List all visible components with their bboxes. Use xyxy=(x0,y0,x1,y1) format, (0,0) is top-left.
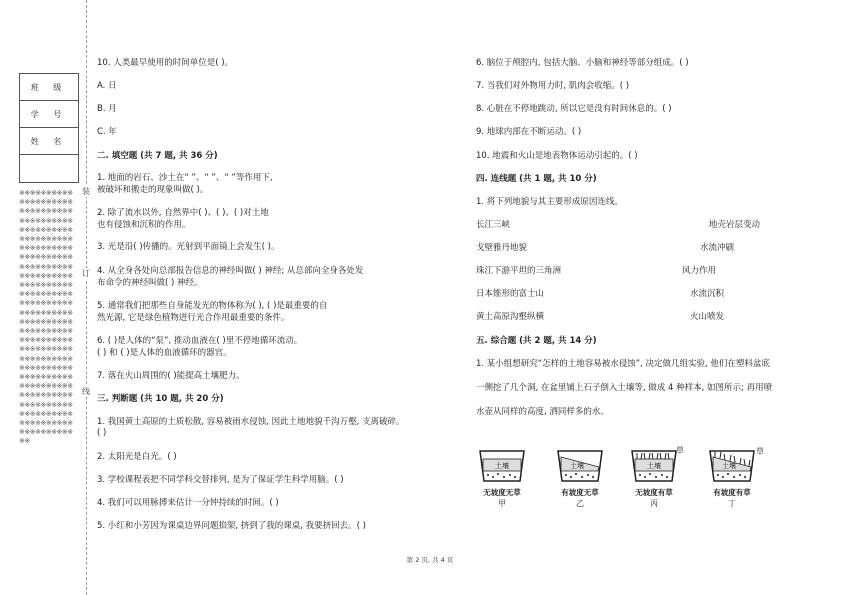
judge-5: 5. 小红和小芳因为课桌边界问题掐架, 挤到了我的课桌, 我要挤回去。( ) xyxy=(97,521,366,531)
match-left-item: 日本锥形的富士山 xyxy=(476,289,545,299)
grass-label: 草 xyxy=(756,447,764,456)
cut-line xyxy=(86,0,87,595)
pot-code: 甲 xyxy=(498,499,506,508)
fill-5-line-2: 然光源, 它是绿色植物进行光合作用最重要的条件。 xyxy=(97,313,290,323)
fill-4-line-1: 4. 从全身各处向总部报告信息的神经叫做( ) 神经; 从总部向全身各处发 xyxy=(97,266,364,276)
fill-7: 7. 落在火山周围的( )能提高土壤肥力。 xyxy=(97,371,245,381)
judge-4: 4. 我们可以用脉搏来估计一分钟持续的时间。( ) xyxy=(97,498,279,508)
pot-label: 有坡度无草 xyxy=(561,488,599,497)
fill-1-line-1: 1. 地面的岩石、沙土在“ ”、“ ”、“ ”等作用下, xyxy=(97,173,273,183)
judge-8: 8. 心脏在不停地跳动, 所以它是没有时间休息的。( ) xyxy=(476,104,672,114)
match-left-item: 戈壁雅丹地貌 xyxy=(476,243,528,253)
match-left-item: 长江三峡 xyxy=(476,220,511,230)
fill-6-line-1: 6. ( )是人体的“泵”, 推动血液在( )里不停地循环流动。 xyxy=(97,336,303,346)
judge-9: 9. 地球内部在不断运动。( ) xyxy=(476,127,582,137)
judge-1-line-2: ( ) xyxy=(97,428,107,438)
pot-code: 丙 xyxy=(650,499,658,508)
judge-1-line-1: 1. 我国黄土高原的土质松散, 容易被雨水侵蚀, 因此土地地貌千沟万壑, 支离破碎。 xyxy=(97,417,405,427)
pot-bing xyxy=(629,447,679,483)
match-right-item: 水流沉积 xyxy=(690,289,725,299)
cut-mark-ding: 订 xyxy=(82,269,90,278)
section-4-title: 四. 连线题 (共 1 题, 共 10 分) xyxy=(476,174,597,184)
pot-yi xyxy=(555,447,605,483)
cut-mark-xian: 线 xyxy=(82,387,90,396)
comprehensive-1-line-1: 1. 某小组想研究“怎样的土地容易被水侵蚀”, 决定做几组实验, 他们在塑料盆底 xyxy=(476,359,770,369)
match-right-item: 水流冲刷 xyxy=(700,243,735,253)
cut-strip-pattern: ※※※※※※※※※※※※※※※※※※※※※※※※※※※※※※※※※※※※※※※※※※※※※※※※※※※※※※※※※※※※※※※※※※※※※※※※※※※※※※※※※※※※※※※※※※※※※※※※※※※※※※※※※※※※※※※※※※※※※※※※※※※※※※※※※※※※※※※※※※※※※※※※※※※※※※※※※※※※※※※※※※※※※※※※※※※※※※※※※※※※※※※※※※※※※※※※※※※※※※※※※※※※※※※※※※※※※※※※※※※※※※※※※※※※※※※※※※※※※※※※※※※※※※※※※※※※※※※※※※※※※※※※※※※※※※※※ xyxy=(19,189,73,446)
judge-3: 3. 学校课程表把不同学科交替排列, 是为了保证学生科学用脑。( ) xyxy=(97,475,344,485)
section-3-title: 三. 判断题 (共 10 题, 共 20 分) xyxy=(97,394,224,404)
match-intro: 1. 将下列地貌与其主要形成原因连线。 xyxy=(476,197,623,207)
info-blank-row xyxy=(20,155,78,181)
pot-jia xyxy=(477,447,527,483)
fill-1-line-2: 被破坏和搬走的现象叫做( )。 xyxy=(97,185,209,195)
cut-mark-zhuang: 装 xyxy=(82,187,90,196)
match-right-item: 风力作用 xyxy=(682,266,717,276)
fill-3: 3. 光是沿( )传播的。光射到平面镜上会发生( )。 xyxy=(97,242,280,252)
pot-label: 无坡度有草 xyxy=(635,488,673,497)
match-right-item: 火山喷发 xyxy=(690,312,725,322)
section-5-title: 五. 综合题 (共 2 题, 共 14 分) xyxy=(476,336,597,346)
pot-soil-label: 土壤 xyxy=(495,462,509,470)
question-10: 10. 人类最早使用的时间单位是( )。 xyxy=(97,58,234,68)
class-label: 班 级 xyxy=(20,74,78,101)
match-right-item: 地壳岩层变动 xyxy=(709,220,761,230)
comprehensive-1-line-2: 一侧挖了几个洞, 在盆里铺上石子倒入土壤等, 做成 4 种样本, 如图所示; 再用喷 xyxy=(476,383,773,393)
comprehensive-1-line-3: 水壶从同样的高度, 洒同样多的水。 xyxy=(476,407,609,417)
pot-label: 有坡度有草 xyxy=(713,488,751,497)
fill-2-line-1: 2. 除了流水以外, 自然界中( )、( )、( )对土地 xyxy=(97,208,269,218)
grass-label: 草 xyxy=(676,446,684,455)
pot-code: 丁 xyxy=(728,499,736,508)
student-id-label: 学 号 xyxy=(20,101,78,128)
pot-soil-label: 土壤 xyxy=(647,462,661,470)
match-left-item: 珠江下游平坦的三角洲 xyxy=(476,266,562,276)
pot-soil-label: 土壤 xyxy=(722,462,736,470)
judge-6: 6. 脑位于颅腔内, 包括大脑、小脑和神经等部分组成。( ) xyxy=(476,58,689,68)
pot-ding xyxy=(707,447,757,483)
option-c: C. 年 xyxy=(97,127,117,137)
section-2-title: 二. 填空题 (共 7 题, 共 36 分) xyxy=(97,151,218,161)
fill-2-line-2: 也有侵蚀和沉积的作用。 xyxy=(97,220,191,230)
judge-10: 10. 地震和火山是地表物体运动引起的。( ) xyxy=(476,151,638,161)
judge-7: 7. 当我们对外物用力时, 肌肉会收缩。( ) xyxy=(476,81,630,91)
judge-2: 2. 太阳光是白光。( ) xyxy=(97,452,177,462)
option-b: B. 月 xyxy=(97,104,117,114)
pot-label: 无坡度无草 xyxy=(483,488,521,497)
pot-code: 乙 xyxy=(576,499,584,508)
student-info-box xyxy=(19,73,79,183)
option-a: A. 日 xyxy=(97,81,117,91)
fill-6-line-2: ( ) 和 ( )是人体的血液循环的器官。 xyxy=(97,348,232,358)
fill-5-line-1: 5. 通常我们把那些自身能发光的物体称为( ), ( )是最重要的自 xyxy=(97,301,328,311)
match-left-item: 黄土高原沟壑纵横 xyxy=(476,312,545,322)
pot-soil-label: 土壤 xyxy=(570,462,584,470)
name-label: 姓 名 xyxy=(20,128,78,155)
fill-4-line-2: 布命令的神经叫做( ) 神经。 xyxy=(97,278,203,288)
page-footer: 第 2 页, 共 4 页 xyxy=(406,556,454,564)
